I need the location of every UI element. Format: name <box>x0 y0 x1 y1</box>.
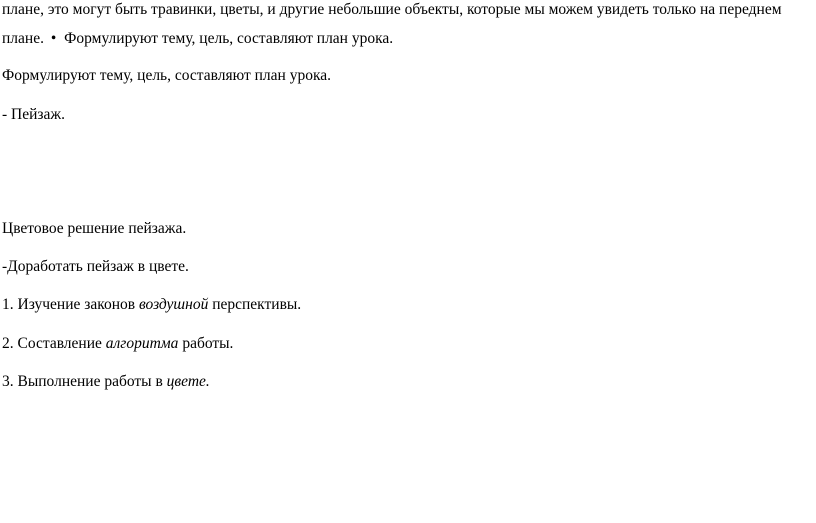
paragraph-color-solution <box>2 220 186 238</box>
bullet-icon: • <box>50 30 57 47</box>
text-color-solution: Цветовое решение пейзажа. <box>2 220 187 237</box>
paragraph-formulate-topic <box>2 67 331 85</box>
text-finish-landscape: -Доработать пейзаж в цвете. <box>2 258 189 275</box>
text-formulate-topic-repeat: Формулируют тему, цель, составляют план урока. <box>2 67 331 84</box>
text-plane: плане. <box>2 30 44 47</box>
step-1-prefix: 1. Изучение законов <box>2 296 139 313</box>
step-3-emphasis: цвете. <box>166 373 210 390</box>
step-2-prefix: 2. Составление <box>2 335 106 352</box>
paragraph-foreground-end <box>2 30 393 48</box>
text-foreground-objects: плане, это могут быть травинки, цветы, и другие небольшие объекты, которые мы можем увидеть только на переднем <box>2 1 782 18</box>
step-3-prefix: 3. Выполнение работы в <box>2 373 167 390</box>
step-1-suffix: перспективы. <box>208 296 302 313</box>
text-landscape: - Пейзаж. <box>2 106 65 123</box>
step-2-suffix: работы. <box>178 335 234 352</box>
step-2-emphasis: алгоритма <box>105 335 179 352</box>
paragraph-foreground-objects <box>2 1 782 19</box>
list-item-step-3 <box>2 373 210 391</box>
paragraph-finish-landscape <box>2 258 189 276</box>
list-item-step-1 <box>2 296 301 314</box>
paragraph-landscape <box>2 106 65 124</box>
text-formulate-topic: Формулируют тему, цель, составляют план урока. <box>64 30 394 47</box>
step-1-emphasis: воздушной <box>139 296 209 313</box>
list-item-step-2 <box>2 335 233 353</box>
